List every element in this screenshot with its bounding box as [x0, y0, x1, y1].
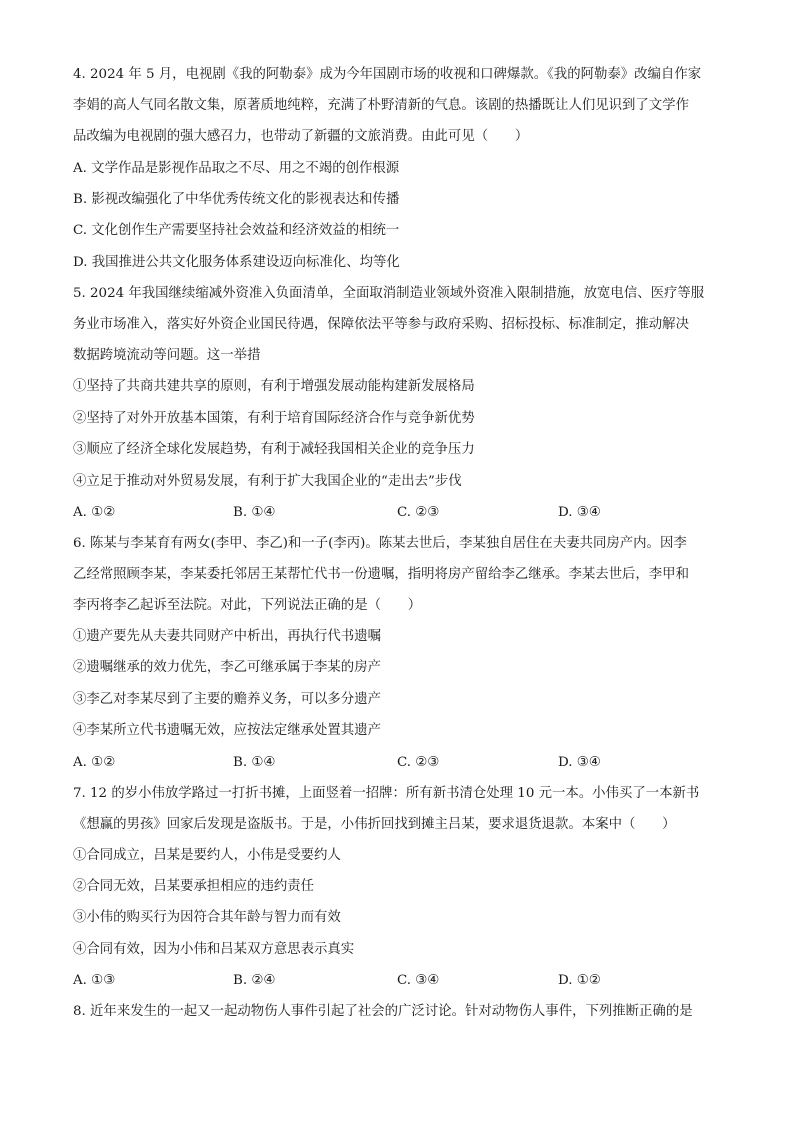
q4-stem-line-2: 李娟的高人气同名散文集，原著质地纯粹，充满了朴野清新的气息。该剧的热播既让人们见识到了文学作 [73, 98, 689, 113]
q7-statement-3: ③小伟的购买行为因符合其年龄与智力而有效 [73, 910, 341, 925]
q5-stem-line-1: 5. 2024 年我国继续缩减外资准入负面清单，全面取消制造业领域外资准入限制措施，放宽电信、医疗等服 [73, 286, 705, 301]
q5-stem-line-3: 数据跨境流动等问题。这一举措 [73, 348, 261, 363]
q5-option-b: B. ①④ [233, 505, 276, 520]
q6-statement-1: ①遗产要先从夫妻共同财产中析出，再执行代书遗嘱 [73, 629, 381, 644]
q4-option-d: D. 我国推进公共文化服务体系建设迈向标准化、均等化 [73, 255, 400, 270]
q6-statement-2: ②遗嘱继承的效力优先，李乙可继承属于李某的房产 [73, 660, 381, 675]
q4-option-b: B. 影视改编强化了中华优秀传统文化的影视表达和传播 [73, 192, 400, 207]
q7-statement-1: ①合同成立，吕某是要约人，小伟是受要约人 [73, 848, 341, 863]
q5-option-d: D. ③④ [558, 505, 601, 520]
q7-statement-4: ④合同有效，因为小伟和吕某双方意思表示真实 [73, 942, 355, 957]
q5-option-c: C. ②③ [397, 505, 440, 520]
q7-stem-line-2: 《想赢的男孩》回家后发现是盗版书。于是，小伟折回找到摊主吕某，要求退货退款。本案中（ ） [73, 817, 676, 832]
q5-statement-2: ②坚持了对外开放基本国策，有利于培育国际经济合作与竞争新优势 [73, 411, 475, 426]
q7-option-b: B. ②④ [233, 973, 276, 988]
q6-statement-4: ④李某所立代书遗嘱无效，应按法定继承处置其遗产 [73, 723, 381, 738]
q7-statement-2: ②合同无效，吕某要承担相应的违约责任 [73, 879, 315, 894]
q5-stem-line-2: 务业市场准入，落实好外资企业国民待遇，保障依法平等参与政府采购、招标投标、标准制定，推动解决 [73, 317, 689, 332]
q7-option-a: A. ①③ [73, 973, 116, 988]
q4-option-c: C. 文化创作生产需要坚持社会效益和经济效益的相统一 [73, 223, 400, 238]
q6-stem-line-2: 乙经常照顾李某，李某委托邻居王某帮忙代书一份遗嘱，指明将房产留给李乙继承。李某去世后，李甲和 [73, 567, 689, 582]
q5-option-a: A. ①② [73, 505, 116, 520]
q5-statement-3: ③顺应了经济全球化发展趋势，有利于减轻我国相关企业的竞争压力 [73, 442, 475, 457]
q7-option-c: C. ③④ [397, 973, 440, 988]
q7-stem-line-1: 7. 12 的岁小伟放学路过一打折书摊，上面竖着一招牌：所有新书清仓处理 10 元一本。小伟买了一本新书 [73, 786, 700, 801]
q5-statement-1: ①坚持了共商共建共享的原则，有利于增强发展动能构建新发展格局 [73, 379, 475, 394]
q4-stem-line-1: 4. 2024 年 5 月，电视剧《我的阿勒泰》成为今年国剧市场的收视和口碑爆款。《我的阿勒泰》改编自作家 [73, 67, 702, 82]
q6-option-c: C. ②③ [397, 755, 440, 770]
q6-option-a: A. ①② [73, 755, 116, 770]
q7-option-d: D. ①② [558, 973, 601, 988]
q5-statement-4: ④立足于推动对外贸易发展，有利于扩大我国企业的“走出去”步伐 [73, 474, 462, 489]
q6-statement-3: ③李乙对李某尽到了主要的赡养义务，可以多分遗产 [73, 692, 381, 707]
q4-option-a: A. 文学作品是影视作品取之不尽、用之不竭的创作根源 [73, 161, 400, 176]
q6-stem-line-1: 6. 陈某与李某育有两女(李甲、李乙)和一子(李丙)。陈某去世后，李某独自居住在夫妻共同房产内。因李 [73, 536, 687, 551]
q6-option-b: B. ①④ [233, 755, 276, 770]
q6-stem-line-3: 李丙将李乙起诉至法院。对此，下列说法正确的是（ ） [73, 598, 422, 613]
q6-option-d: D. ③④ [558, 755, 601, 770]
q8-stem-line-1: 8. 近年来发生的一起又一起动物伤人事件引起了社会的广泛讨论。针对动物伤人事件，下列推断正确的是 [73, 1004, 693, 1019]
q4-stem-line-3: 品改编为电视剧的强大感召力，也带动了新疆的文旅消费。由此可见（ ） [73, 129, 529, 144]
